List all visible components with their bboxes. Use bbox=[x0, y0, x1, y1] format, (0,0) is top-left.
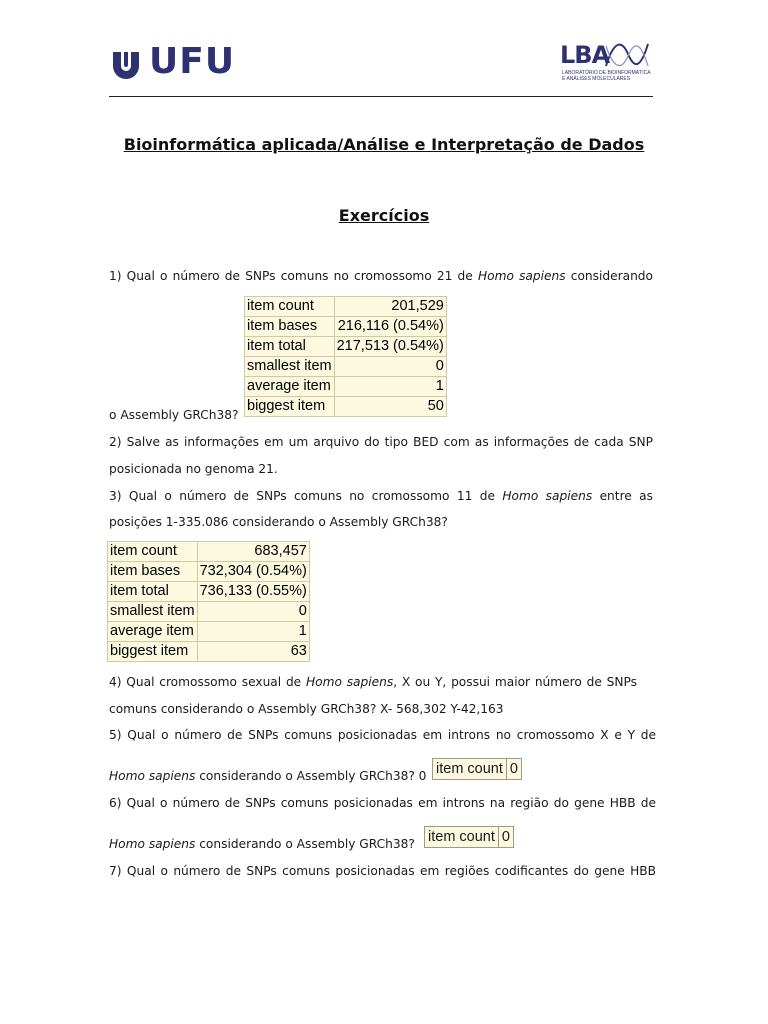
header-divider bbox=[109, 96, 653, 97]
row-label: item total bbox=[245, 337, 335, 357]
table-row bbox=[245, 357, 447, 377]
question-3-line-2: posições 1-335.086 considerando o Assembly GRCh38? bbox=[109, 515, 448, 529]
row-label: average item bbox=[245, 377, 335, 397]
row-label: smallest item bbox=[245, 357, 335, 377]
question-6-line-1: 6) Qual o número de SNPs comuns posicionadas em introns na região do gene HBB de bbox=[109, 796, 656, 810]
row-label: item total bbox=[108, 582, 198, 602]
row-value: 63 bbox=[197, 642, 309, 662]
item-count-value: 0 bbox=[506, 759, 521, 779]
question-1-text: 1) Qual o número de SNPs comuns no cromossomo 21 de Homo sapiens considerando bbox=[109, 269, 653, 283]
row-value: 1 bbox=[197, 622, 309, 642]
question-5-line-2: Homo sapiens considerando o Assembly GRCh38? 0 bbox=[109, 769, 427, 783]
row-value: 0 bbox=[197, 602, 309, 622]
item-count-label: item count bbox=[436, 761, 503, 777]
row-value: 0 bbox=[334, 357, 446, 377]
table-row bbox=[245, 297, 447, 317]
document-title: Bioinformática aplicada/Análise e Interpretação de Dados bbox=[123, 135, 645, 154]
row-label: biggest item bbox=[108, 642, 198, 662]
question-1-tail: o Assembly GRCh38? bbox=[109, 408, 239, 422]
row-value: 50 bbox=[334, 397, 446, 417]
ufu-logo-text: UFU bbox=[149, 41, 236, 82]
question-6-line-2: Homo sapiens considerando o Assembly GRCh38? bbox=[109, 837, 415, 851]
row-value: 736,133 (0.55%) bbox=[197, 582, 309, 602]
row-label: biggest item bbox=[245, 397, 335, 417]
question-2-line-2: posicionada no genoma 21. bbox=[109, 462, 278, 476]
stats-table-1-body bbox=[245, 297, 447, 417]
ufu-logo bbox=[109, 41, 249, 82]
row-label: item count bbox=[245, 297, 335, 317]
lba-logo-text: LBA bbox=[560, 41, 610, 69]
stats-table-2 bbox=[107, 541, 310, 662]
question-2-line-1: 2) Salve as informações em um arquivo do tipo BED com as informações de cada SNP bbox=[109, 435, 653, 449]
table-row bbox=[245, 337, 447, 357]
row-value: 683,457 bbox=[197, 542, 309, 562]
stats-table-1 bbox=[244, 296, 447, 417]
table-row bbox=[108, 622, 310, 642]
lba-logo bbox=[560, 40, 652, 86]
row-label: average item bbox=[108, 622, 198, 642]
table-row bbox=[108, 542, 310, 562]
lba-logo-subtitle: LABORATÓRIO DE BIOINFORMÁTICA E ANÁLISES MOLECULARES bbox=[562, 70, 651, 82]
row-value: 732,304 (0.54%) bbox=[197, 562, 309, 582]
row-label: item count bbox=[108, 542, 198, 562]
table-row bbox=[245, 377, 447, 397]
row-value: 201,529 bbox=[334, 297, 446, 317]
dna-helix-icon bbox=[604, 40, 650, 70]
item-count-label: item count bbox=[428, 829, 495, 845]
table-row bbox=[108, 602, 310, 622]
stats-table-2-body bbox=[108, 542, 310, 662]
table-row bbox=[108, 642, 310, 662]
row-value: 1 bbox=[334, 377, 446, 397]
question-4-line-2: comuns considerando o Assembly GRCh38? X- 568,302 Y-42,163 bbox=[109, 702, 504, 716]
row-label: item bases bbox=[108, 562, 198, 582]
question-5-item-count-box bbox=[432, 758, 522, 780]
table-row bbox=[108, 562, 310, 582]
question-6-item-count-box bbox=[424, 826, 514, 848]
row-value: 217,513 (0.54%) bbox=[334, 337, 446, 357]
item-count-value: 0 bbox=[498, 827, 513, 847]
table-row bbox=[245, 397, 447, 417]
row-value: 216,116 (0.54%) bbox=[334, 317, 446, 337]
ufu-emblem-icon bbox=[109, 46, 143, 80]
question-7-line-1: 7) Qual o número de SNPs comuns posicionadas em regiões codificantes do gene HBB bbox=[109, 864, 656, 878]
question-5-line-1: 5) Qual o número de SNPs comuns posicionadas em introns no cromossomo X e Y de bbox=[109, 728, 656, 742]
question-3-line-1: 3) Qual o número de SNPs comuns no cromossomo 11 de Homo sapiens entre as bbox=[109, 489, 654, 503]
row-label: item bases bbox=[245, 317, 335, 337]
section-heading: Exercícios bbox=[338, 206, 430, 225]
table-row bbox=[108, 582, 310, 602]
table-row bbox=[245, 317, 447, 337]
question-4-line-1: 4) Qual cromossomo sexual de Homo sapiens, X ou Y, possui maior número de SNPs bbox=[109, 675, 637, 689]
row-label: smallest item bbox=[108, 602, 198, 622]
